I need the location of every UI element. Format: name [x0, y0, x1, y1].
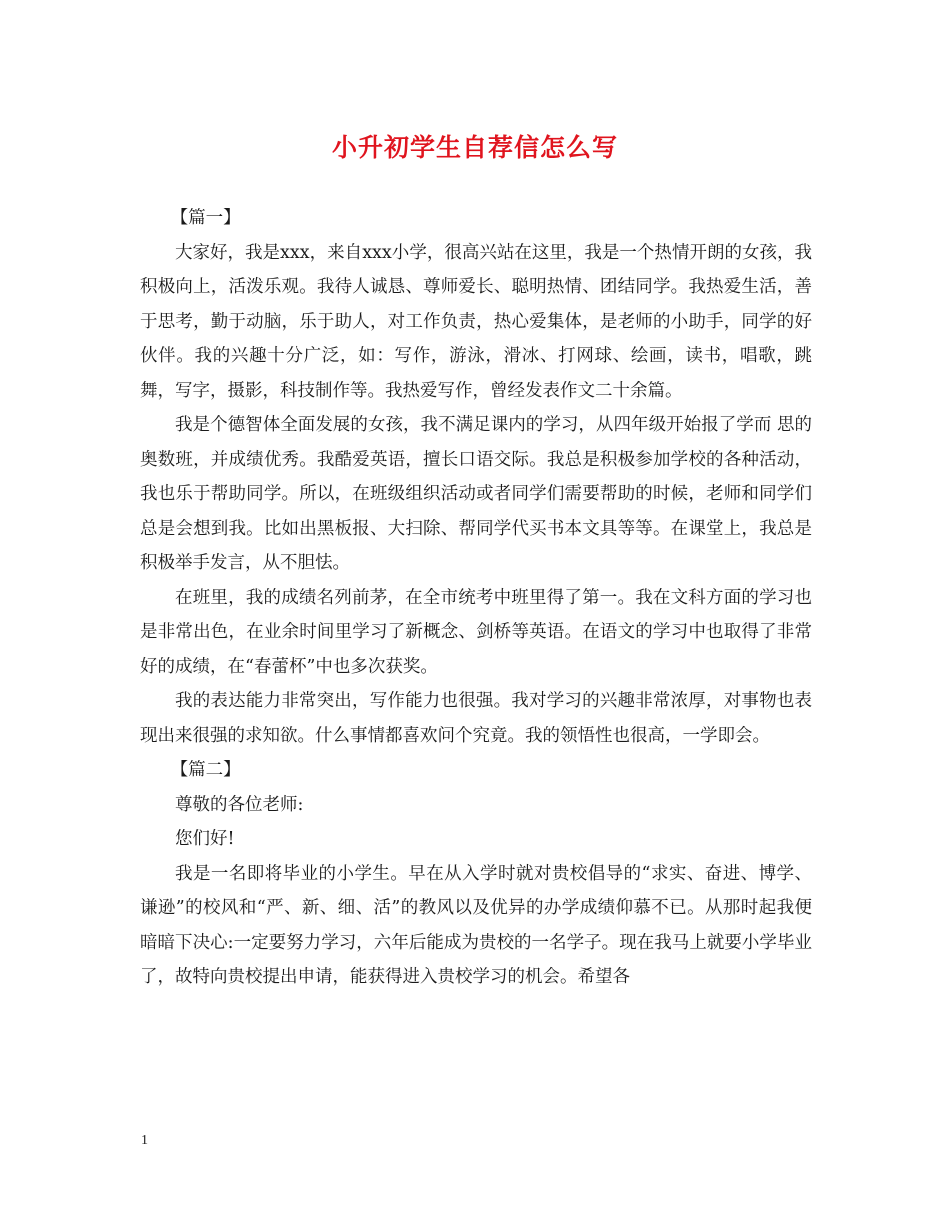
page-number: 1	[141, 1133, 148, 1148]
paragraph-1: 大家好，我是xxx，来自xxx小学，很高兴站在这里，我是一个热情开朗的女孩，我积极向上，活泼乐观。我待人诚恳、尊师爱长、聪明热情、团结同学。我热爱生活，善于思考，勤于动脑，乐于助人，对工作负责，热心爱集体，是老师的小助手，同学的好伙伴。我的兴趣十分广泛，如：写作，游泳，滑冰、打网球、绘画，读书，唱歌，跳舞，写字，摄影，科技制作等。我热爱写作，曾经发表作文二十余篇。	[140, 242, 812, 401]
document-title: 小升初学生自荐信怎么写	[331, 133, 618, 162]
section-heading-2: 【篇二】	[170, 760, 241, 780]
document-body	[140, 201, 812, 995]
paragraph-4: 我的表达能力非常突出，写作能力也很强。我对学习的兴趣非常浓厚，对事物也表现出来很强的求知欲。什么事情都喜欢问个究竟。我的领悟性也很高，一学即会。	[140, 691, 812, 746]
salutation: 尊敬的各位老师:	[175, 794, 304, 815]
paragraph-2: 我是个德智体全面发展的女孩，我不满足课内的学习，从四年级开始报了学而 思的奥数班，并成绩优秀。我酷爱英语，擅长口语交际。我总是积极参加学校的各种活动，我也乐于帮助同学。所以，在班级组织活动或者同学们需要帮助的时候，老师和同学们总是会想到我。比如出黑板报、大扫除、帮同学代买书本文具等等。在课堂上，我总是积极举手发言，从不胆怯。	[140, 415, 812, 573]
greeting: 您们好!	[175, 829, 235, 849]
paragraph-3: 在班里，我的成绩名列前茅，在全市统考中班里得了第一。我在文科方面的学习也是非常出色，在业余时间里学习了新概念、剑桥等英语。在语文的学习中也取得了非常好的成绩，在“春蕾杯”中也多次获奖。	[140, 587, 812, 677]
section-heading-1: 【篇一】	[170, 208, 241, 228]
paragraph-5: 我是一名即将毕业的小学生。早在从入学时就对贵校倡导的“求实、奋进、博学、谦逊”的校风和“严、新、细、活”的教风以及优异的办学成绩仰慕不已。从那时起我便暗暗下决心:一定要努力学习，六年后能成为贵校的一名学子。现在我马上就要小学毕业了，故特向贵校提出申请，能获得进入贵校学习的机会。希望各	[140, 863, 812, 987]
